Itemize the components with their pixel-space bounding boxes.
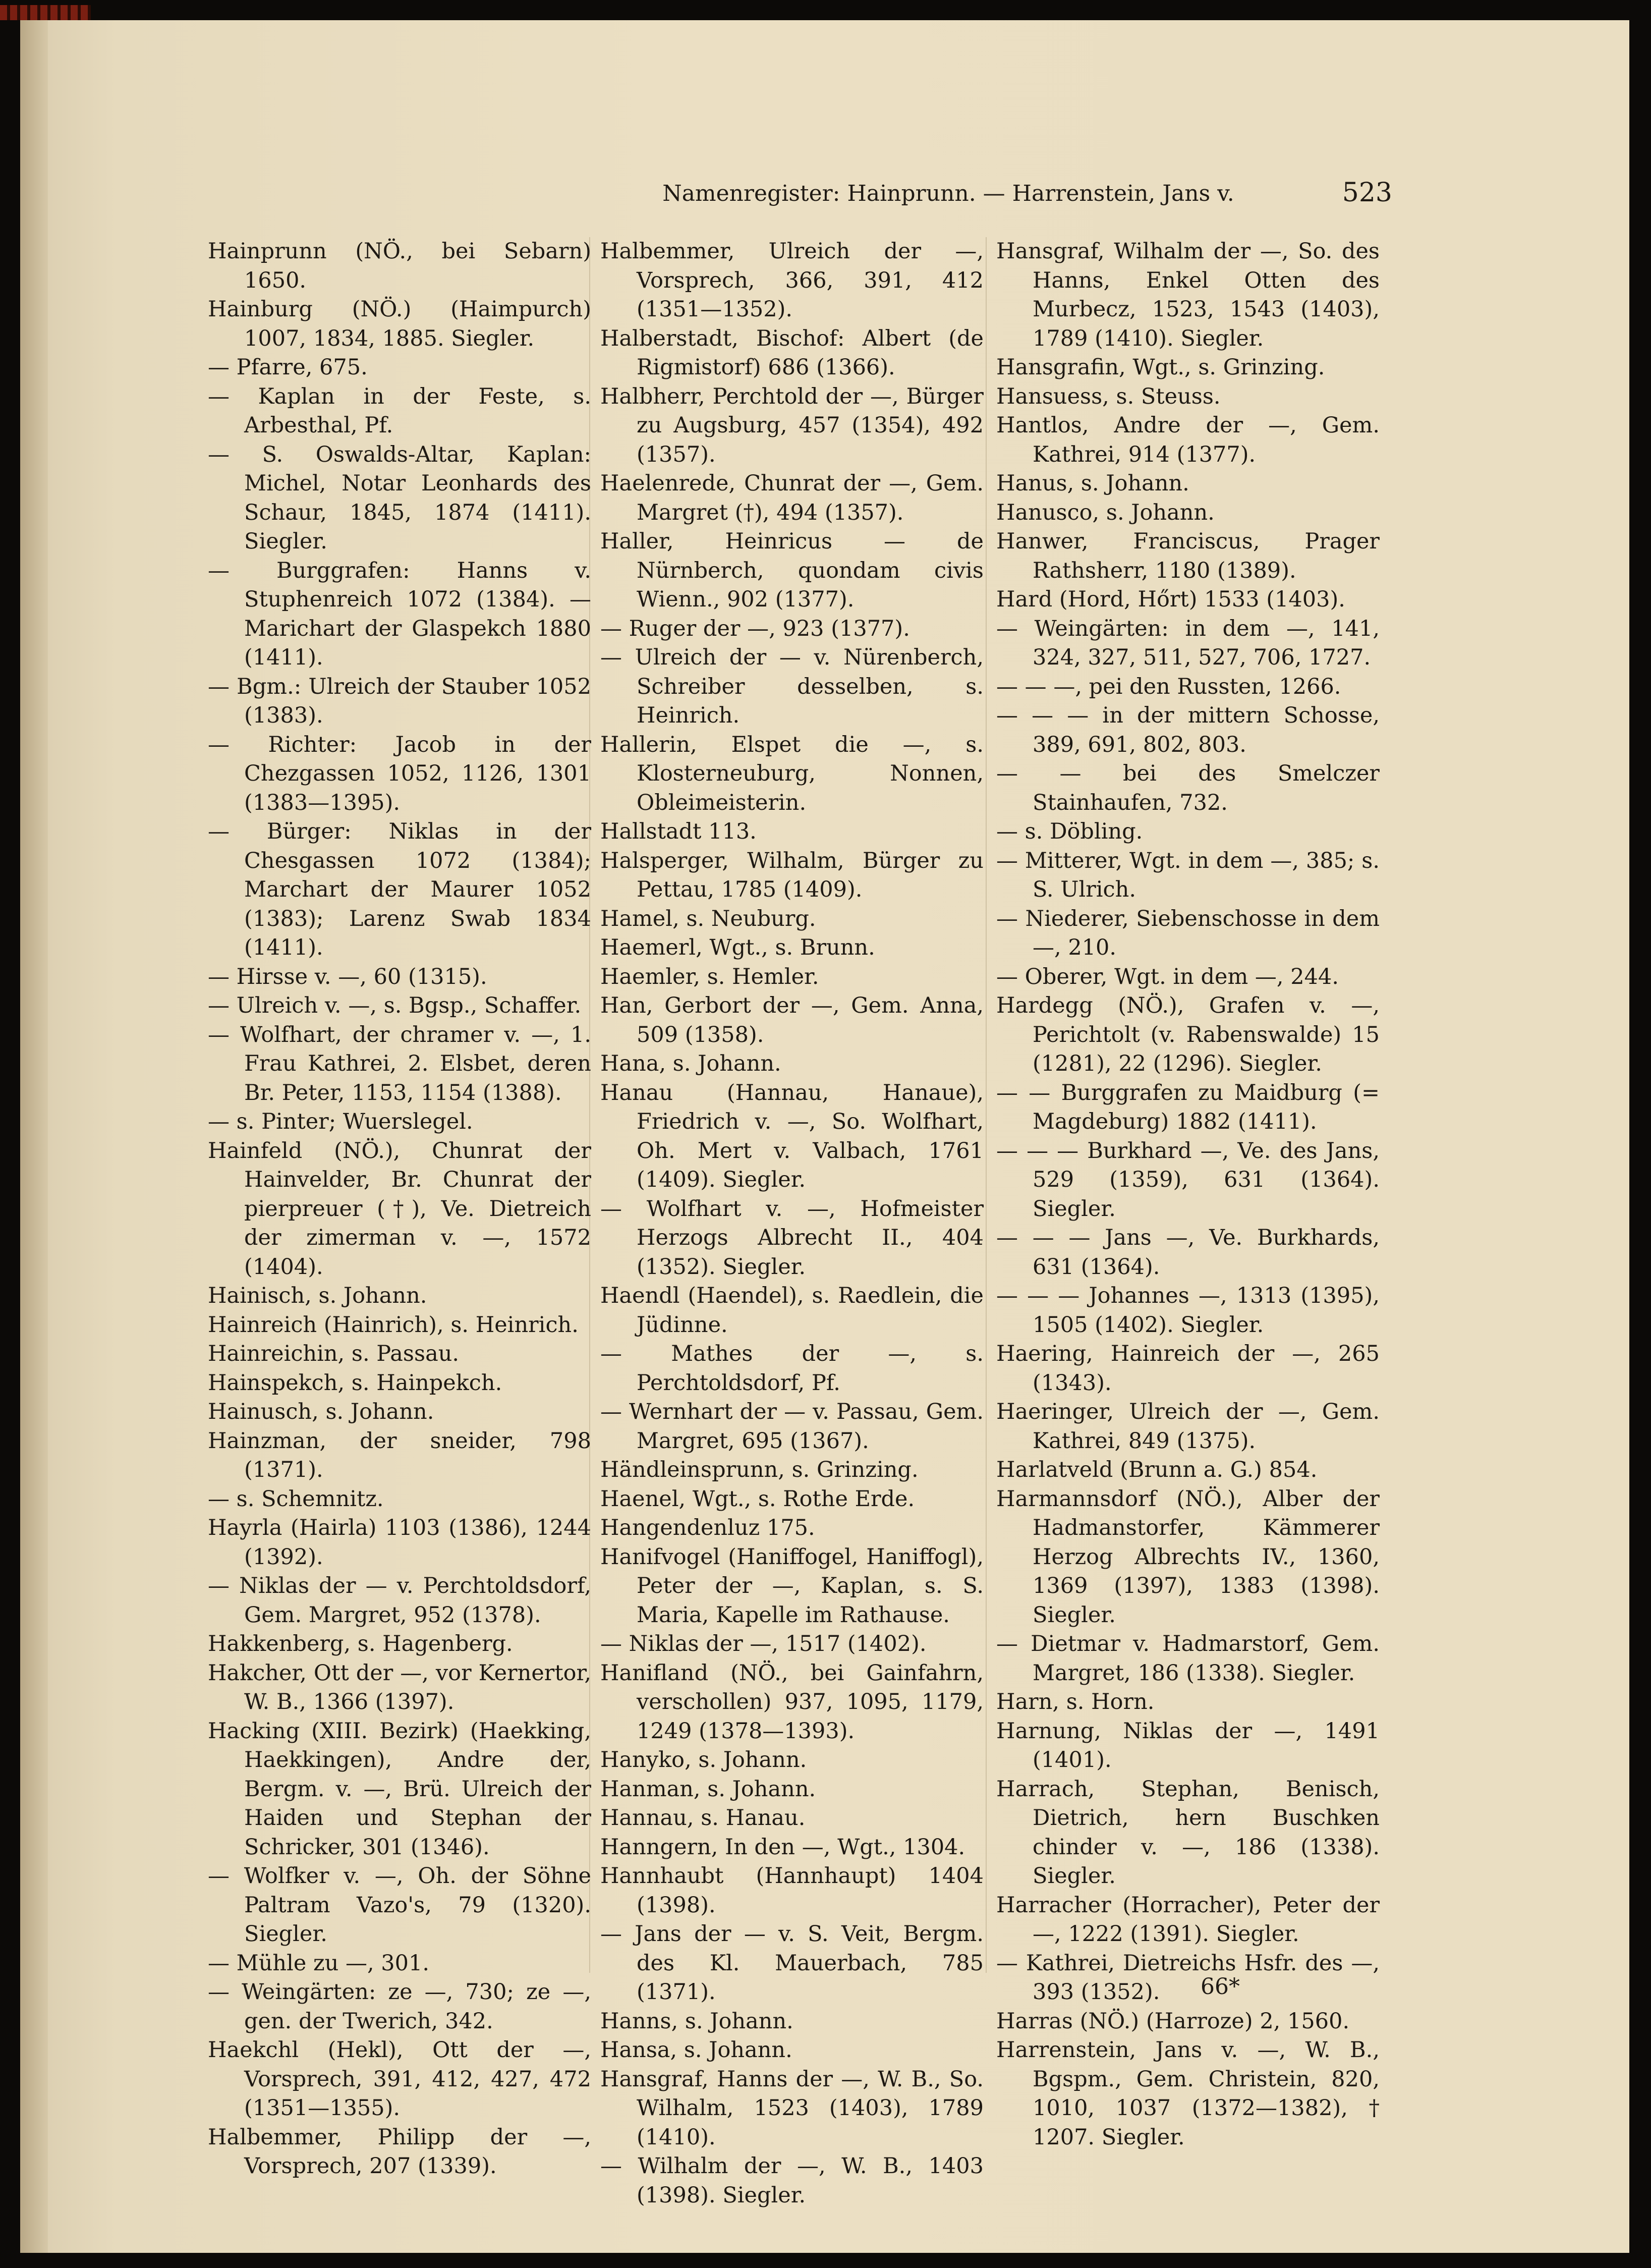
index-entry: — Kaplan in der Feste, s. Arbesthal, Pf. xyxy=(208,383,591,438)
index-entry: — Wolfhart v. —, Hofmeister Herzogs Albrecht II., 404 (1352). Siegler. xyxy=(600,1196,984,1280)
index-entry: Händleinsprunn, s. Grinzing. xyxy=(600,1457,919,1482)
index-entry: Haemerl, Wgt., s. Brunn. xyxy=(600,935,875,960)
index-entry: Hansuess, s. Steuss. xyxy=(996,383,1221,409)
index-entry: Hantlos, Andre der —, Gem. Kathrei, 914 (1377). xyxy=(996,413,1380,467)
index-entry: — Niklas der —, 1517 (1402). xyxy=(600,1631,927,1656)
index-entry: — Dietmar v. Hadmarstorf, Gem. Margret, 186 (1338). Siegler. xyxy=(996,1631,1380,1686)
index-entry: Hainreichin, s. Passau. xyxy=(208,1341,460,1366)
index-entry: Hanwer, Franciscus, Prager Rathsherr, 1180 (1389). xyxy=(996,529,1380,583)
index-entry: Hannhaubt (Hannhaupt) 1404 (1398). xyxy=(600,1863,984,1918)
index-entry: — — bei des Smelczer Stainhaufen, 732. xyxy=(996,761,1380,815)
index-entry: Hakcher, Ott der —, vor Kernertor, W. B., 1366 (1397). xyxy=(208,1660,591,1714)
index-entry: — Pfarre, 675. xyxy=(208,355,368,380)
index-entry: Hayrla (Hairla) 1103 (1386), 1244 (1392). xyxy=(208,1515,591,1570)
page-gutter xyxy=(20,20,48,2253)
index-entry: — Mühle zu —, 301. xyxy=(208,1950,430,1976)
index-entry: Hanus, s. Johann. xyxy=(996,471,1189,496)
index-entry: Haller, Heinricus — de Nürnberch, quondam civis Wienn., 902 (1377). xyxy=(600,529,984,612)
index-entry: Harn, s. Horn. xyxy=(996,1689,1155,1714)
index-entry: Hard (Hord, Hőrt) 1533 (1403). xyxy=(996,587,1345,612)
index-entry: Haekchl (Hekl), Ott der —, Vorsprech, 391, 412, 427, 472 (1351—1355). xyxy=(208,2037,591,2121)
index-entry: Haenel, Wgt., s. Rothe Erde. xyxy=(600,1486,915,1512)
index-entry: Hainisch, s. Johann. xyxy=(208,1283,427,1308)
index-entry: Hanusco, s. Johann. xyxy=(996,500,1215,525)
index-entry: Hangendenluz 175. xyxy=(600,1515,815,1540)
color-marker-strip xyxy=(0,5,91,20)
index-entry: — Niederer, Siebenschosse in dem —, 210. xyxy=(996,906,1380,960)
index-entry: — Ruger der —, 923 (1377). xyxy=(600,616,910,641)
index-entry: Harrenstein, Jans v. —, W. B., Bgspm., Gem. Christein, 820, 1010, 1037 (1372—1382), † 1207. Siegler. xyxy=(996,2037,1380,2150)
index-entry: Hana, s. Johann. xyxy=(600,1051,781,1076)
index-entry: Hamel, s. Neuburg. xyxy=(600,906,816,931)
index-entry: Hallerin, Elspet die —, s. Klosterneuburg, Nonnen, Obleimeisterin. xyxy=(600,732,984,815)
index-entry: Halsperger, Wilhalm, Bürger zu Pettau, 1785 (1409). xyxy=(600,848,984,902)
index-entry: Hainspekch, s. Hainpekch. xyxy=(208,1370,502,1396)
index-entry: — s. Pinter; Wuerslegel. xyxy=(208,1109,473,1134)
index-entry: — — — Johannes —, 1313 (1395), 1505 (1402). Siegler. xyxy=(996,1283,1380,1338)
index-entry: Hanifland (NÖ., bei Gainfahrn, verschollen) 937, 1095, 1179, 1249 (1378—1393). xyxy=(600,1660,984,1744)
index-entry: — Ulreich v. —, s. Bgsp., Schaffer. xyxy=(208,993,582,1018)
index-column-1 xyxy=(208,237,591,2179)
index-entry: Hannau, s. Hanau. xyxy=(600,1805,806,1831)
index-entry: — Wolfker v. —, Oh. der Söhne Paltram Vazo's, 79 (1320). Siegler. xyxy=(208,1863,591,1947)
index-entry: Hainburg (NÖ.) (Haimpurch) 1007, 1834, 1885. Siegler. xyxy=(208,297,591,351)
index-entry: — Kathrei, Dietreichs Hsfr. des —, 393 (1352). xyxy=(996,1950,1380,2005)
index-entry: — Wernhart der — v. Passau, Gem. Margret, 695 (1367). xyxy=(600,1399,984,1454)
index-column-3 xyxy=(996,237,1380,2150)
index-entry: Hansgraf, Wilhalm der —, So. des Hanns, Enkel Otten des Murbecz, 1523, 1543 (1403), 1789 (1410). Siegler. xyxy=(996,239,1380,351)
index-entry: Haendl (Haendel), s. Raedlein, die Jüdinne. xyxy=(600,1283,984,1338)
column-rule xyxy=(986,237,987,1973)
index-entry: Harlatveld (Brunn a. G.) 854. xyxy=(996,1457,1318,1482)
index-entry: Han, Gerbort der —, Gem. Anna, 509 (1358). xyxy=(600,993,984,1047)
index-column-2 xyxy=(600,237,984,2208)
index-entry: — s. Schemnitz. xyxy=(208,1486,384,1512)
index-entry: — Bürger: Niklas in der Chesgassen 1072 (1384); Marchart der Maurer 1052 (1383); Larenz Swab 1834 (1411). xyxy=(208,819,591,960)
index-entry: Haemler, s. Hemler. xyxy=(600,964,819,989)
index-entry: Hardegg (NÖ.), Grafen v. —, Perichtolt (v. Rabenswalde) 15 (1281), 22 (1296). Siegler. xyxy=(996,993,1380,1076)
index-entry: Hainfeld (NÖ.), Chunrat der Hainvelder, Br. Chunrat der pierpreuer (†), Ve. Dietreich der zimerman v. —, 1572 (1404). xyxy=(208,1138,591,1280)
index-entry: Hainreich (Hainrich), s. Heinrich. xyxy=(208,1312,579,1338)
index-entry: Halbemmer, Philipp der —, Vorsprech, 207 (1339). xyxy=(208,2124,591,2179)
index-entry: Halbemmer, Ulreich der —, Vorsprech, 366, 391, 412 (1351—1352). xyxy=(600,239,984,322)
index-entry: Harnung, Niklas der —, 1491 (1401). xyxy=(996,1718,1380,1773)
page-number: 523 xyxy=(1342,178,1392,208)
index-entry: — Oberer, Wgt. in dem —, 244. xyxy=(996,964,1339,989)
index-entry: Hacking (XIII. Bezirk) (Haekking, Haekkingen), Andre der, Bergm. v. —, Brü. Ulreich der Haiden und Stephan der Schricker, 301 (1346). xyxy=(208,1718,591,1860)
index-entry: Hakkenberg, s. Hagenberg. xyxy=(208,1631,513,1656)
index-entry: Haeringer, Ulreich der —, Gem. Kathrei, 849 (1375). xyxy=(996,1399,1380,1454)
index-entry: — Mitterer, Wgt. in dem —, 385; s. S. Ulrich. xyxy=(996,848,1380,902)
index-entry: — Wilhalm der —, W. B., 1403 (1398). Siegler. xyxy=(600,2153,984,2208)
index-entry: Hansgrafin, Wgt., s. Grinzing. xyxy=(996,355,1325,380)
index-entry: Hanns, s. Johann. xyxy=(600,2008,793,2034)
index-entry: — — —, pei den Russten, 1266. xyxy=(996,674,1341,699)
index-entry: Haering, Hainreich der —, 265 (1343). xyxy=(996,1341,1380,1396)
index-entry: — — — Burkhard —, Ve. des Jans, 529 (1359), 631 (1364). Siegler. xyxy=(996,1138,1380,1222)
index-entry: — — — Jans —, Ve. Burkhards, 631 (1364). xyxy=(996,1225,1380,1280)
index-entry: — Weingärten: ze —, 730; ze —, gen. der Twerich, 342. xyxy=(208,1979,591,2034)
index-entry: — Richter: Jacob in der Chezgassen 1052, 1126, 1301 (1383—1395). xyxy=(208,732,591,815)
index-entry: — Hirsse v. —, 60 (1315). xyxy=(208,964,487,989)
index-entry: Hanau (Hannau, Hanaue), Friedrich v. —, So. Wolfhart, Oh. Mert v. Valbach, 1761 (1409). Siegler. xyxy=(600,1080,984,1192)
index-entry: Harrach, Stephan, Benisch, Dietrich, hern Buschken chinder v. —, 186 (1338). Siegler. xyxy=(996,1776,1380,1889)
index-entry: — Weingärten: in dem —, 141, 324, 327, 511, 527, 706, 1727. xyxy=(996,616,1380,670)
sheet-signature: 66* xyxy=(1201,1974,1240,2000)
index-entry: Hanman, s. Johann. xyxy=(600,1776,816,1802)
index-entry: Hanifvogel (Haniffogel, Haniffogl), Peter der —, Kaplan, s. S. Maria, Kapelle im Rathause. xyxy=(600,1544,984,1628)
index-entry: — Ulreich der — v. Nürenberch, Schreiber desselben, s. Heinrich. xyxy=(600,645,984,728)
index-entry: Hansa, s. Johann. xyxy=(600,2037,792,2063)
index-entry: Harmannsdorf (NÖ.), Alber der Hadmanstorfer, Kämmerer Herzog Albrechts IV., 1360, 1369 (1397), 1383 (1398). Siegler. xyxy=(996,1486,1380,1628)
index-entry: — Mathes der —, s. Perchtoldsdorf, Pf. xyxy=(600,1341,984,1396)
index-entry: Hainprunn (NÖ., bei Sebarn) 1650. xyxy=(208,239,591,293)
index-entry: Haelenrede, Chunrat der —, Gem. Margret (†), 494 (1357). xyxy=(600,471,984,525)
index-entry: Halberstadt, Bischof: Albert (de Rigmistorf) 686 (1366). xyxy=(600,325,984,380)
index-entry: Harras (NÖ.) (Harroze) 2, 1560. xyxy=(996,2008,1350,2034)
index-entry: Hainusch, s. Johann. xyxy=(208,1399,434,1424)
index-entry: Harracher (Horracher), Peter der —, 1222 (1391). Siegler. xyxy=(996,1892,1380,1947)
index-entry: — — — in der mittern Schosse, 389, 691, 802, 803. xyxy=(996,703,1380,757)
index-entry: Hansgraf, Hanns der —, W. B., So. Wilhalm, 1523 (1403), 1789 (1410). xyxy=(600,2066,984,2150)
index-entry: — s. Döbling. xyxy=(996,819,1143,844)
index-entry: — S. Oswalds-Altar, Kaplan: Michel, Notar Leonhards des Schaur, 1845, 1874 (1411). Siegler. xyxy=(208,441,591,554)
index-entry: Hanngern, In den —, Wgt., 1304. xyxy=(600,1834,965,1860)
index-entry: — Jans der — v. S. Veit, Bergm. des Kl. Mauerbach, 785 (1371). xyxy=(600,1921,984,2005)
index-entry: Halbherr, Perchtold der —, Bürger zu Augsburg, 457 (1354), 492 (1357). xyxy=(600,383,984,467)
index-entry: Hallstadt 113. xyxy=(600,819,757,844)
index-entry: — Niklas der — v. Perchtoldsdorf, Gem. Margret, 952 (1378). xyxy=(208,1573,591,1628)
index-entry: Hanyko, s. Johann. xyxy=(600,1747,807,1773)
index-entry: — Wolfhart, der chramer v. —, 1. Frau Kathrei, 2. Elsbet, deren Br. Peter, 1153, 1154 (1388). xyxy=(208,1022,591,1105)
index-entry: — — Burggrafen zu Maidburg (= Magdeburg) 1882 (1411). xyxy=(996,1080,1380,1134)
index-entry: — Bgm.: Ulreich der Stauber 1052 (1383). xyxy=(208,674,591,728)
running-head: Namenregister: Hainprunn. — Harrenstein, Jans v. xyxy=(662,181,1234,206)
index-entry: Hainzman, der sneider, 798 (1371). xyxy=(208,1428,591,1482)
index-entry: — Burggrafen: Hanns v. Stuphenreich 1072 (1384). — Marichart der Glaspekch 1880 (1411). xyxy=(208,558,591,670)
